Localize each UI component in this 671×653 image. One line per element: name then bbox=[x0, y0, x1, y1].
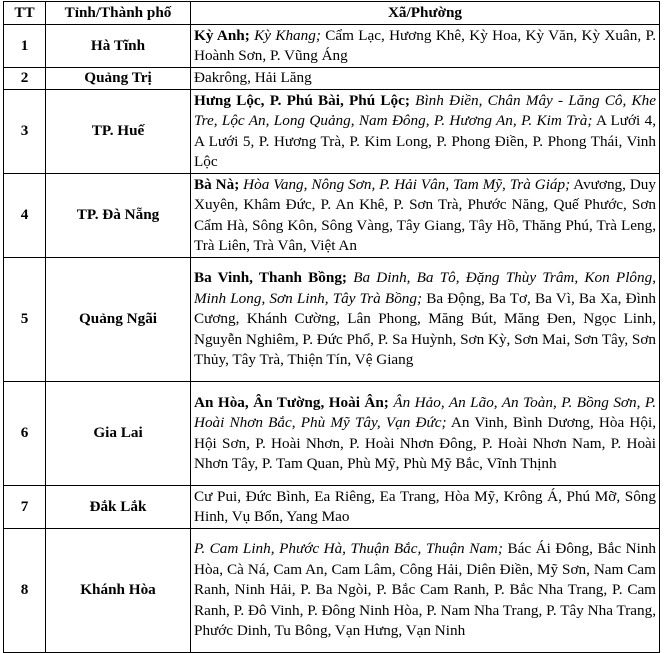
ward-list-bold: Ba Vinh, Thanh Bồng; bbox=[194, 269, 347, 287]
province-name: Hà Tĩnh bbox=[46, 25, 191, 68]
ward-list bbox=[191, 90, 660, 174]
table-header-row bbox=[4, 2, 660, 25]
province-name: Quảng Ngãi bbox=[46, 258, 191, 382]
row-number: 8 bbox=[4, 529, 46, 653]
ward-list-regular: Bác Ái Đông, Bắc Ninh Hòa, Cà Ná, Cam An, Cam Lâm, Công Hải, Diên Điền, Mỹ Sơn, Nam Cam Ranh, Ninh Hải, P. Ba Ngòi, P. Bắc Cam Ranh, P. Bắc Nha Trang, P. Cam Ranh, P. Đô Vinh, P. Đông Ninh Hòa, P. Nam Nha Trang, P. Tây Nha Trang, Phước Dinh, Tu Bông, Vạn Hưng, Vạn Ninh bbox=[194, 540, 656, 640]
ward-list-italic: Hòa Vang, Nông Sơn, P. Hải Vân, Tam Mỹ, Trà Giáp; bbox=[239, 175, 571, 193]
ward-list-bold: Bà Nà; bbox=[194, 175, 240, 193]
header-tt: TT bbox=[4, 2, 46, 25]
ward-list-regular: An Vinh, Bình Dương, Hòa Hội, Hội Sơn, P. Hoài Nhơn, P. Hoài Nhơn Đông, P. Hoài Nhơn Nam, P. Hoài Nhơn Tây, P. Tam Quan, Phù Mỹ, Phù Mỹ Bắc, Vĩnh Thịnh bbox=[194, 414, 656, 472]
ward-list bbox=[191, 382, 660, 486]
table-row bbox=[4, 382, 660, 486]
province-wards-table bbox=[3, 1, 660, 653]
table-row bbox=[4, 486, 660, 529]
ward-list bbox=[191, 174, 660, 258]
table-row bbox=[4, 529, 660, 653]
table-row bbox=[4, 25, 660, 68]
table-row bbox=[4, 258, 660, 382]
header-province: Tỉnh/Thành phố bbox=[46, 2, 191, 25]
row-number: 2 bbox=[4, 68, 46, 90]
province-name: Quảng Trị bbox=[46, 68, 191, 90]
ward-list bbox=[191, 68, 660, 90]
row-number: 4 bbox=[4, 174, 46, 258]
header-wards: Xã/Phường bbox=[191, 2, 660, 25]
ward-list-italic: Kỳ Khang; bbox=[249, 26, 321, 44]
ward-list-regular: Avương, Duy Xuyên, Khâm Đức, P. An Khê, P. Sơn Trà, Phước Năng, Quế Phước, Sơn Cẩm Hà, Sông Kôn, Sông Vàng, Tây Giang, Tây Hồ, Thăng Phú, Trà Leng, Trà Liên, Trà Vân, Việt An bbox=[194, 175, 656, 254]
ward-list-bold: Hưng Lộc, P. Phú Bài, Phú Lộc; bbox=[194, 91, 410, 109]
province-name: Gia Lai bbox=[46, 382, 191, 486]
ward-list bbox=[191, 25, 660, 68]
ward-list-italic: Bình Điền, Chân Mây - Lăng Cô, Khe Tre, Lộc An, Long Quảng, Nam Đông, P. Hương An, P. Kim Trà; bbox=[194, 91, 657, 129]
province-name: TP. Huế bbox=[46, 90, 191, 174]
ward-list-italic: Ba Dinh, Ba Tô, Đặng Thùy Trâm, Kon Plông, Minh Long, Sơn Linh, Tây Trà Bồng; bbox=[194, 269, 656, 307]
ward-list-regular: Cẩm Lạc, Hương Khê, Kỳ Hoa, Kỳ Văn, Kỳ Xuân, P. Hoành Sơn, P. Vũng Áng bbox=[194, 26, 656, 64]
province-name: Khánh Hòa bbox=[46, 529, 191, 653]
ward-list bbox=[191, 529, 660, 653]
ward-list bbox=[191, 258, 660, 382]
province-name: Đắk Lắk bbox=[46, 486, 191, 529]
row-number: 6 bbox=[4, 382, 46, 486]
ward-list-bold: Kỳ Anh; bbox=[194, 26, 250, 44]
row-number: 3 bbox=[4, 90, 46, 174]
ward-list-regular: Cư Pui, Đức Bình, Ea Riêng, Ea Trang, Hòa Mỹ, Krông Á, Phú Mỡ, Sông Hinh, Vụ Bổn, Yang Mao bbox=[194, 487, 656, 525]
ward-list-regular: A Lưới 4, A Lưới 5, P. Hương Trà, P. Kim Long, P. Phong Điền, P. Phong Thái, Vinh Lộc bbox=[194, 112, 656, 170]
table-row bbox=[4, 90, 660, 174]
ward-list-bold: An Hòa, Ân Tường, Hoài Ân; bbox=[194, 393, 389, 411]
table-row bbox=[4, 174, 660, 258]
table-row bbox=[4, 68, 660, 90]
province-name: TP. Đà Nẵng bbox=[46, 174, 191, 258]
row-number: 7 bbox=[4, 486, 46, 529]
ward-list-regular: Đakrông, Hải Lăng bbox=[194, 69, 312, 87]
ward-list-regular: Ba Động, Ba Tơ, Ba Vì, Ba Xa, Đình Cương, Khánh Cường, Lân Phong, Măng Bút, Măng Đen, Ngọc Linh, Nguyễn Nghiêm, P. Đức Phổ, P. Sa Huỳnh, Sơn Kỳ, Sơn Mai, Sơn Tây, Sơn Thủy, Tây Trà, Thiện Tín, Vệ Giang bbox=[194, 289, 656, 369]
row-number: 5 bbox=[4, 258, 46, 382]
ward-list-italic: P. Cam Linh, Phước Hà, Thuận Bắc, Thuận Nam; bbox=[194, 540, 503, 558]
ward-list bbox=[191, 486, 660, 529]
row-number: 1 bbox=[4, 25, 46, 68]
ward-list-italic: Ân Hảo, An Lão, An Toàn, P. Bồng Sơn, P. Hoài Nhơn Bắc, Phù Mỹ Tây, Vạn Đức; bbox=[194, 393, 656, 431]
